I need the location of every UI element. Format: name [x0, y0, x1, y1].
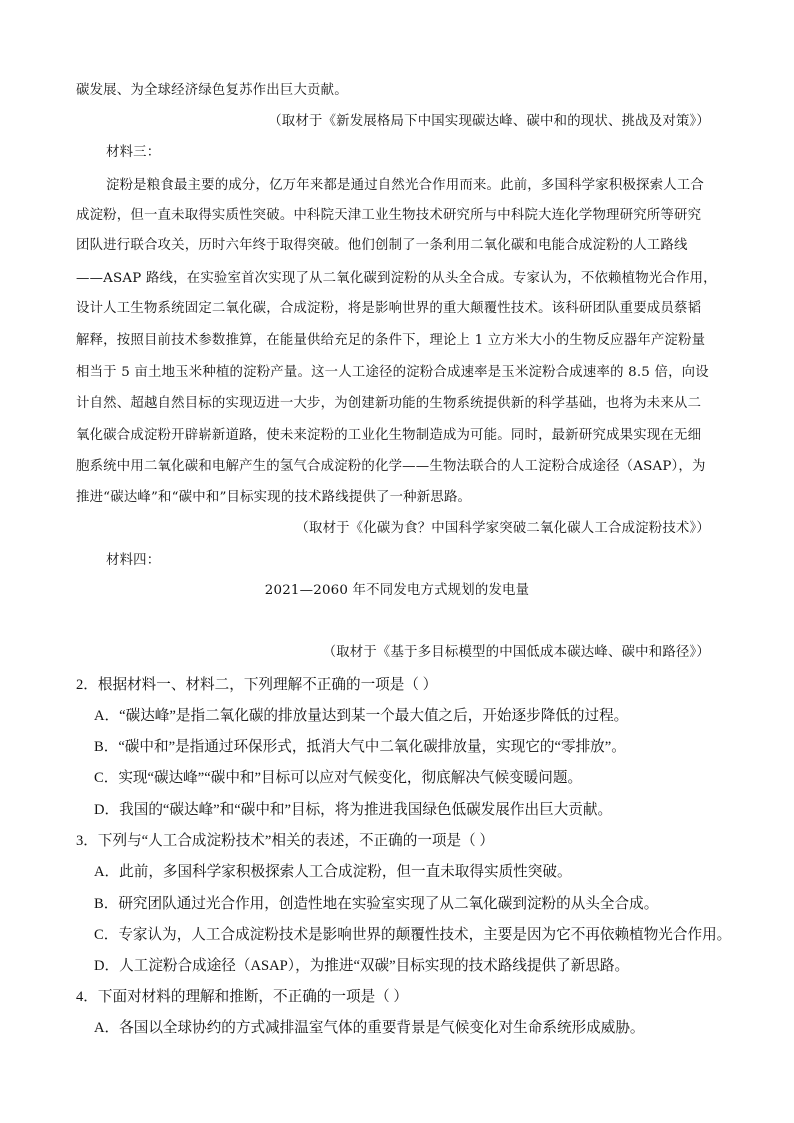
- chart-title: 2021—2060 年不同发电方式规划的发电量: [264, 583, 530, 598]
- material2-tail-text: 碳发展、为全球经济绿色复苏作出巨大贡献。: [76, 83, 348, 98]
- material3-line: 团队进行联合攻关，历时六年终于取得突破。他们创制了一条利用二氧化碳和电能合成淀粉的人工路线: [76, 238, 688, 253]
- material3-line: 设计人工生物系统固定二氧化碳，合成淀粉，将是影响世界的重大颠覆性技术。该科研团队重要成员蔡韬: [76, 301, 702, 316]
- material3-heading: 材料三：: [106, 145, 161, 160]
- question-3-option-d: D．人工淀粉合成途径（ASAP），为推进“双碳”目标实现的技术路线提供了新思路。: [94, 958, 630, 974]
- question-2-option-c: C．实现“碳达峰”“碳中和”目标可以应对气候变化，彻底解决气候变暖问题。: [94, 770, 583, 786]
- material3-line: 氧化碳合成淀粉开辟崭新道路，使未来淀粉的工业化生物制造成为可能。同时，最新研究成果实现在无细: [76, 428, 702, 443]
- question-2-option-b: B．“碳中和”是指通过环保形式，抵消大气中二氧化碳排放量，实现它的“零排放”。: [94, 739, 626, 755]
- question-3-stem: 3．下列与“人工合成淀粉技术”相关的表述，不正确的一项是（ ）: [76, 833, 494, 849]
- material3-line: 淀粉是粮食最主要的成分，亿万年来都是通过自然光合作用而来。此前，多国科学家积极探索人工合: [106, 178, 704, 193]
- material2-source: （取材于《新发展格局下中国实现碳达峰、碳中和的现状、挑战及对策》）: [268, 114, 710, 129]
- material3-source: （取材于《化碳为食？中国科学家突破二氧化碳人工合成淀粉技术》）: [295, 521, 710, 536]
- material3-line: 胞系统中用二氧化碳和电解产生的氢气合成淀粉的化学——生物法联合的人工淀粉合成途径（ASAP），为: [76, 459, 706, 474]
- material3-line: 推进“碳达峰”和“碳中和”目标实现的技术路线提供了一种新思路。: [76, 490, 472, 505]
- material3-line: 相当于 5 亩土地玉米种植的淀粉产量。这一人工途径的淀粉合成速率是玉米淀粉合成速率的 8.5 倍，向设: [76, 365, 709, 380]
- question-2-stem: 2．根据材料一、材料二，下列理解不正确的一项是（ ）: [76, 677, 438, 693]
- material4-heading: 材料四：: [106, 553, 161, 568]
- material3-line: 计自然、超越自然目标的实现迈进一大步，为创建新功能的生物系统提供新的科学基础，也将为未来从二: [76, 396, 702, 411]
- material3-line: 成淀粉，但一直未取得实质性突破。中科院天津工业生物技术研究所与中科院大连化学物理研究所等研究: [76, 208, 702, 223]
- material3-line: ——ASAP 路线，在实验室首次实现了从二氧化碳到淀粉的从头全合成。专家认为，不依赖植物光合作用，: [76, 271, 717, 286]
- question-3-option-c: C．专家认为，人工合成淀粉技术是影响世界的颠覆性技术，主要是因为它不再依赖植物光合作用。: [94, 927, 732, 943]
- question-4-stem: 4．下面对材料的理解和推断，不正确的一项是（ ）: [76, 989, 409, 1005]
- question-2-option-a: A．“碳达峰”是指二氧化碳的排放量达到某一个最大值之后，开始逐步降低的过程。: [94, 708, 629, 724]
- question-3-option-a: A．此前，多国科学家积极探索人工合成淀粉，但一直未取得实质性突破。: [94, 864, 572, 880]
- question-4-option-a: A．各国以全球协约的方式减排温室气体的重要背景是气候变化对生命系统形成威胁。: [94, 1020, 645, 1036]
- question-3-option-b: B．研究团队通过光合作用，创造性地在实验室实现了从二氧化碳到淀粉的从头全合成。: [94, 896, 659, 912]
- material4-source: （取材于《基于多目标模型的中国低成本碳达峰、碳中和路径》）: [322, 645, 710, 660]
- material3-line: 解释，按照目前技术参数推算，在能量供给充足的条件下，理论上 1 立方米大小的生物反应器年产淀粉量: [76, 333, 706, 348]
- question-2-option-d: D．我国的“碳达峰”和“碳中和”目标，将为推进我国绿色低碳发展作出巨大贡献。: [94, 802, 613, 818]
